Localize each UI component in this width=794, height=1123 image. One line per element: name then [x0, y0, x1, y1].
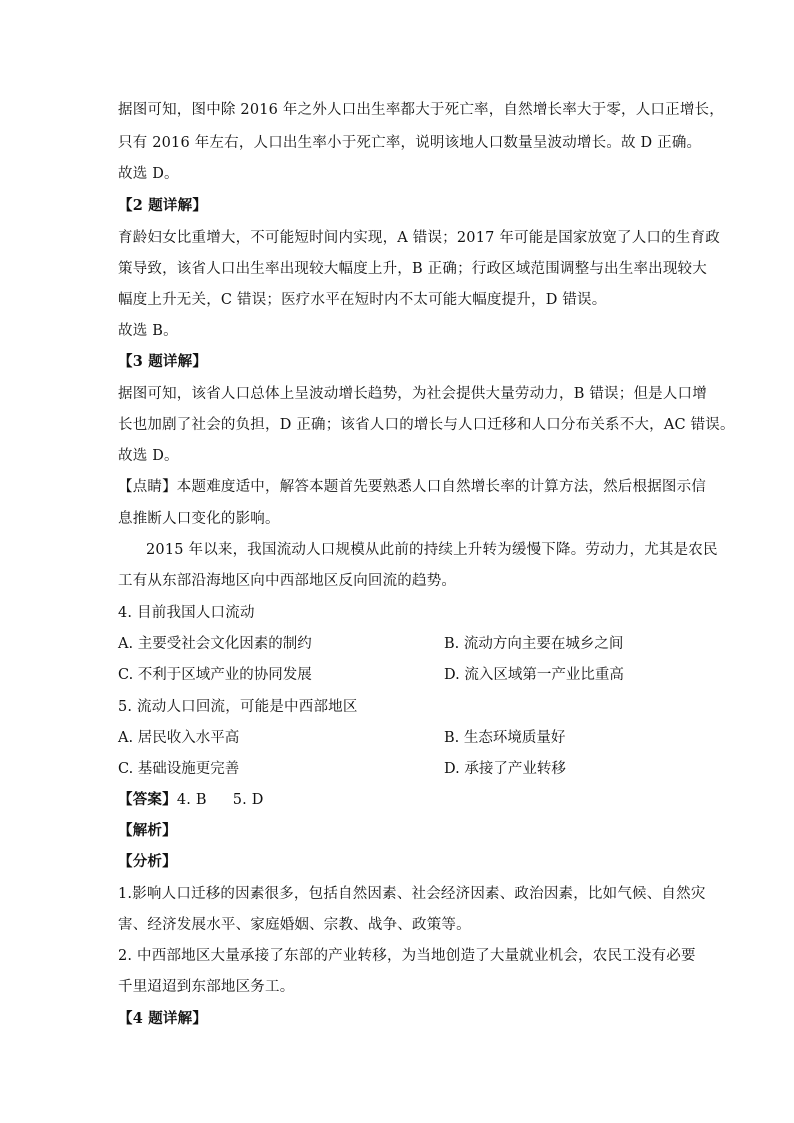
- answer-q4: 4. B: [176, 792, 207, 808]
- paragraph-line: 育龄妇女比重增大，不可能短时间内实现，A 错误；2017 年可能是国家放宽了人口的生育政: [118, 230, 720, 246]
- paragraph-line: 故选 B。: [118, 323, 178, 339]
- answer-line: [118, 790, 264, 810]
- question-5-stem: 5. 流动人口回流，可能是中西部地区: [118, 699, 358, 715]
- analysis-heading: 【解析】: [118, 822, 177, 839]
- analysis-line: 害、经济发展水平、家庭婚姻、宗教、战争、政策等。: [118, 917, 471, 933]
- q5-option-c: C. 基础设施更完善: [118, 761, 240, 777]
- analysis-line: 千里迢迢到东部地区务工。: [118, 979, 295, 995]
- paragraph-line: 只有 2016 年左右，人口出生率小于死亡率，说明该地人口数量呈波动增长。故 D 正确。: [118, 135, 702, 151]
- fenxi-heading: 【分析】: [118, 853, 177, 870]
- question-4-stem: 4. 目前我国人口流动: [118, 605, 255, 621]
- paragraph-line: 工有从东部沿海地区向中西部地区反向回流的趋势。: [118, 573, 457, 589]
- answer-label: 【答案】: [118, 791, 177, 808]
- paragraph-line: 长也加剧了社会的负担，D 正确；该省人口的增长与人口迁移和人口分布关系不大，AC 错误。: [118, 417, 735, 433]
- passage-intro: 2015 年以来，我国流动人口规模从此前的持续上升转为缓慢下降。劳动力，尤其是农民: [146, 542, 718, 558]
- paragraph-line: 策导致，该省人口出生率出现较大幅度上升，B 正确；行政区域范围调整与出生率出现较大: [118, 261, 707, 277]
- key-point-paragraph: 【点睛】本题难度适中，解答本题首先要熟悉人口自然增长率的计算方法，然后根据图示信: [118, 479, 706, 495]
- q4-option-c: C. 不利于区域产业的协同发展: [118, 667, 312, 683]
- section-heading-q3: 【3 题详解】: [118, 353, 208, 370]
- analysis-line: 1.影响人口迁移的因素很多，包括自然因素、社会经济因素、政治因素，比如气候、自然灾: [118, 886, 706, 902]
- paragraph-line: 据图可知，该省人口总体上呈波动增长趋势，为社会提供大量劳动力，B 错误；但是人口增: [118, 386, 707, 402]
- paragraph-line: 据图可知，图中除 2016 年之外人口出生率都大于死亡率，自然增长率大于零，人口正增长，: [118, 102, 724, 118]
- q5-option-b: B. 生态环境质量好: [444, 730, 566, 746]
- q4-option-a: A. 主要受社会文化因素的制约: [118, 636, 312, 652]
- section-heading-q4: 【4 题详解】: [118, 1010, 208, 1027]
- q4-option-d: D. 流入区域第一产业比重高: [444, 667, 624, 683]
- paragraph-line: 故选 D。: [118, 166, 179, 182]
- q4-option-b: B. 流动方向主要在城乡之间: [444, 636, 624, 652]
- paragraph-line: 故选 D。: [118, 448, 179, 464]
- paragraph-line: 息推断人口变化的影响。: [118, 511, 280, 527]
- q5-option-a: A. 居民收入水平高: [118, 730, 240, 746]
- q5-option-d: D. 承接了产业转移: [444, 761, 566, 777]
- answer-q5: 5. D: [232, 792, 264, 808]
- analysis-line: 2. 中西部地区大量承接了东部的产业转移，为当地创造了大量就业机会，农民工没有必要: [118, 948, 696, 964]
- section-heading-q2: 【2 题详解】: [118, 197, 208, 214]
- paragraph-line: 幅度上升无关，C 错误；医疗水平在短时内不太可能大幅度提升，D 错误。: [118, 292, 607, 308]
